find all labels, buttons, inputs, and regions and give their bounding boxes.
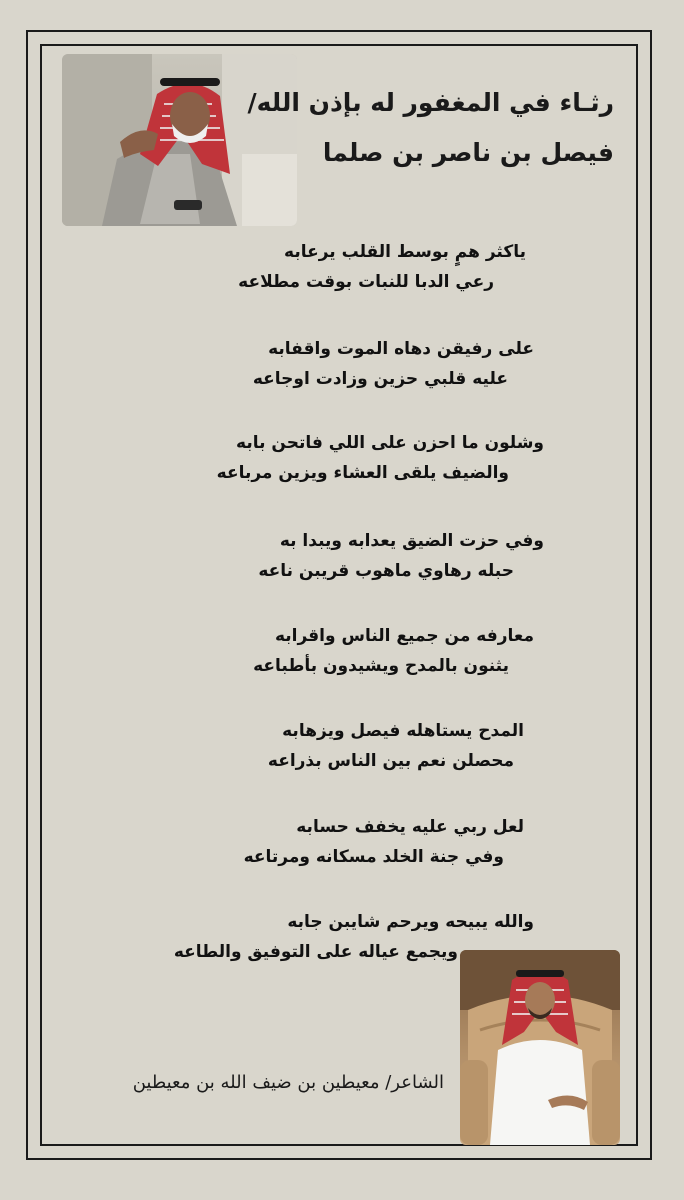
verse-4-first: وفي حزت الضيق يعدابه ويبدا به (279, 531, 544, 551)
poet-signature: الشاعر/ معيطين بن ضيف الله بن معيطين (132, 1072, 444, 1093)
verse-6-first: المدح يستاهله فيصل ويزهابه (282, 721, 524, 741)
poet-portrait-photo (460, 950, 620, 1145)
elder-portrait-photo (62, 54, 297, 226)
elder-portrait-illustration (62, 54, 297, 226)
poet-portrait-illustration (460, 950, 620, 1145)
verse-5-second: يثنون بالمدح ويشيدون بأطباعه (253, 656, 509, 676)
verse-3-first: وشلون ما احزن على اللي فاتحن بابه (236, 433, 544, 453)
verse-2-first: على رفيقن دهاه الموت واقفابه (268, 339, 534, 359)
verse-6-second: محصلن نعم بين الناس بذراعه (267, 751, 514, 771)
verse-4-second: حبله رهاوي ماهوب قريبن ناعه (258, 561, 514, 581)
verse-2-second: عليه قلبي حزين وزادت اوجاعه (252, 369, 508, 389)
verse-1-second: رعي الدبا للنبات بوقت مطلاعه (238, 272, 494, 292)
verse-5-first: معارفه من جميع الناس واقرابه (274, 626, 534, 646)
verse-7-first: لعل ربي عليه يخفف حسابه (296, 817, 524, 837)
title-line-1: رثـاء في المغفور له بإذن الله/ (247, 88, 614, 117)
verse-7-second: وفي جنة الخلد مسكانه ومرتاعه (243, 847, 504, 867)
verse-8-first: والله يبيحه ويرحم شايبن جابه (287, 912, 534, 932)
verse-8-second: ويجمع عياله على التوفيق والطاعه (173, 942, 458, 962)
title-line-2: فيصل بن ناصر بن صلما (322, 138, 614, 167)
verse-1-first: ياكثر همٍ بوسط القلب يرعابه (284, 242, 526, 262)
verse-3-second: والضيف يلقى العشاء ويزين مرباعه (216, 463, 509, 483)
